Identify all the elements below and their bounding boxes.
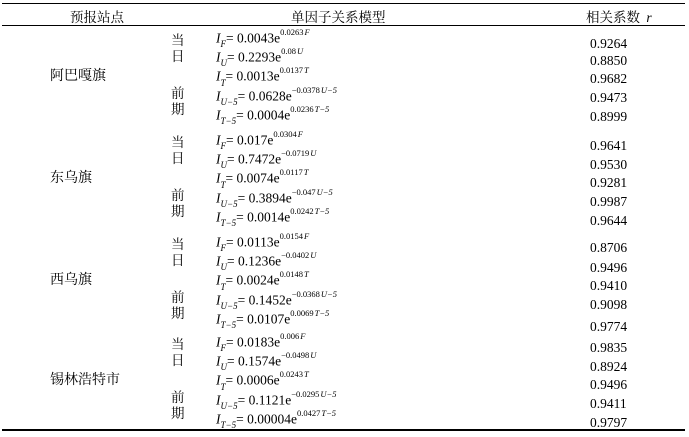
formula-index-symbol: I [216,49,221,65]
formula-coefficient: 0.7472 [238,151,276,167]
header-station: 预报站点 [70,10,124,25]
formula-equals: = [226,334,237,350]
formula-base: e [285,88,292,104]
formula-coefficient: 0.0024 [236,272,274,288]
correlation-coefficient: 0.9530 [590,157,628,172]
formula-equals: = [237,292,249,308]
formula-coefficient: 0.0113 [237,234,274,250]
formula-exponent [280,231,310,241]
formula-exponent [290,308,329,318]
formula-base: e [267,132,274,148]
formula-index-symbol: I [216,334,221,350]
formula-index-symbol: I [216,190,221,206]
top-rule [2,3,685,4]
correlation-coefficient: 0.9473 [590,90,628,105]
formula-coefficient: 0.1574 [238,353,276,369]
formula-exponent-variable: T−5 [321,407,337,418]
formula-exponent-variable: U [310,350,317,361]
formula-subscript: T−5 [220,419,237,430]
formula-equals: = [236,311,248,327]
formula-exponent [292,289,337,299]
formula-exponent [281,46,303,56]
period-label-same-day: 当日 [171,237,185,268]
formula-subscript: T [220,381,226,392]
formula-equals: = [236,107,248,123]
formula-coefficient: 0.0013 [236,68,274,84]
formula-exponent [280,27,310,37]
formula-exponent [281,350,316,360]
formula-exponent-value: −0.0378 [291,84,320,95]
formula-base: e [273,372,280,388]
formula-base: e [285,190,292,206]
formula-exponent-value: 0.0243 [279,369,304,380]
formula-index-symbol: I [216,292,221,308]
formula-equals: = [227,253,238,269]
formula-equals: = [225,170,237,186]
formula-subscript: F [220,343,226,354]
formula-exponent-value: 0.0148 [279,269,304,280]
formula-coefficient: 0.0006 [236,372,274,388]
period-label-same-day: 当日 [171,33,185,64]
formula-base: e [290,411,297,427]
header-model: 单因子关系模型 [291,10,386,25]
formula-equals: = [225,68,237,84]
formula-coefficient: 0.0107 [247,311,285,327]
formula-exponent [280,369,309,379]
correlation-coefficient: 0.8924 [590,359,628,374]
formula-exponent-variable: T−5 [314,307,330,318]
model-formula [216,186,333,209]
formula-subscript: U [220,262,227,273]
formula-index-symbol: I [216,411,221,427]
formula-coefficient: 0.2293 [238,49,276,65]
formula-base: e [285,392,292,408]
formula-exponent-variable: T [303,167,309,178]
formula-exponent-value: −0.047 [291,186,316,197]
formula-exponent-variable: F [304,231,310,241]
header-coefficient-label: 相关系数 [586,10,640,25]
formula-exponent-value: 0.0069 [290,307,314,318]
formula-equals: = [237,190,249,206]
formula-exponent [297,408,336,418]
formula-index-symbol: I [216,30,221,46]
correlation-coefficient: 0.9098 [590,297,628,312]
formula-exponent-value: −0.0368 [291,288,320,299]
formula-exponent [273,129,303,139]
formula-index-symbol: I [216,372,221,388]
formula-base: e [284,107,291,123]
formula-exponent [292,85,337,95]
formula-equals: = [237,392,249,408]
formula-exponent-value: 0.006 [280,331,300,341]
formula-equals: = [226,132,237,148]
formula-base: e [274,30,281,46]
correlation-coefficient: 0.9410 [590,278,628,293]
correlation-coefficient: 0.8706 [590,240,628,255]
formula-equals: = [227,151,238,167]
period-label-previous: 前期 [171,86,185,117]
formula-exponent [280,331,305,341]
bottom-rule [2,429,685,431]
correlation-coefficient: 0.9264 [590,36,628,51]
formula-exponent [280,167,309,177]
formula-exponent-value: 0.0427 [296,407,321,418]
station-name: 东乌旗 [50,171,92,186]
formula-exponent-variable: U−5 [316,186,333,197]
formula-index-symbol: I [216,132,221,148]
formula-equals: = [227,353,238,369]
period-label-same-day: 当日 [171,337,185,368]
formula-subscript: U−5 [220,400,238,411]
formula-index-symbol: I [216,151,221,167]
model-formula [216,205,330,228]
correlation-coefficient: 0.9682 [590,71,628,86]
period-label-same-day: 当日 [171,135,185,166]
formula-coefficient: 0.1121 [248,392,286,408]
correlation-coefficient: 0.9496 [590,377,628,392]
formula-exponent-variable: F [297,129,303,139]
formula-subscript: F [220,141,226,152]
formula-base: e [275,49,282,65]
formula-exponent-variable: U−5 [320,84,337,95]
formula-subscript: T [220,281,226,292]
formula-exponent-value: −0.0498 [281,350,310,361]
formula-index-symbol: I [216,311,221,327]
header-coefficient-symbol: r [646,10,652,25]
formula-exponent-variable: F [304,27,310,37]
formula-coefficient: 0.00004 [247,411,291,427]
formula-exponent-variable: U [310,250,317,261]
formula-exponent-variable: T−5 [314,103,330,114]
formula-index-symbol: I [216,209,221,225]
formula-base: e [285,292,292,308]
formula-subscript: U−5 [220,96,238,107]
formula-equals: = [227,49,238,65]
correlation-coefficient: 0.9644 [590,213,628,228]
formula-index-symbol: I [216,88,221,104]
formula-exponent-value: 0.0242 [290,205,314,216]
formula-exponent [290,104,329,114]
formula-coefficient: 0.0074 [236,170,274,186]
formula-exponent [290,206,329,216]
formula-exponent [281,250,316,260]
station-name: 西乌旗 [50,273,92,288]
formula-exponent-value: 0.0137 [279,65,304,76]
formula-exponent-value: 0.0304 [273,129,297,139]
formula-exponent [281,148,316,158]
formula-index-symbol: I [216,107,221,123]
correlation-coefficient: 0.9281 [590,175,628,190]
formula-subscript: U [220,160,227,171]
formula-exponent-value: −0.0402 [281,250,310,261]
header-coefficient [586,6,652,26]
period-label-previous: 前期 [171,290,185,321]
formula-exponent-variable: U [297,46,304,57]
formula-base: e [273,68,280,84]
formula-index-symbol: I [216,170,221,186]
formula-base: e [284,209,291,225]
formula-equals: = [225,372,237,388]
model-formula [216,307,330,330]
formula-coefficient: 0.0628 [248,88,286,104]
formula-exponent-variable: T [304,65,309,76]
correlation-coefficient: 0.9496 [590,260,628,275]
correlation-coefficient: 0.9411 [590,396,627,411]
formula-base: e [275,353,282,369]
correlation-coefficient: 0.9987 [590,194,628,209]
station-name: 阿巴嘎旗 [50,69,106,84]
formula-exponent-value: 0.0263 [280,27,304,37]
correlation-coefficient: 0.8850 [590,53,628,68]
formula-index-symbol: I [216,392,221,408]
formula-coefficient: 0.3894 [248,190,286,206]
correlation-coefficient: 0.9835 [590,340,628,355]
formula-base: e [274,334,281,350]
formula-base: e [273,234,280,250]
formula-exponent-value: 0.0117 [279,167,303,178]
formula-exponent-variable: U−5 [320,388,337,399]
formula-exponent-variable: F [300,331,306,341]
formula-index-symbol: I [216,68,221,84]
formula-subscript: F [220,243,226,254]
formula-exponent-variable: T [304,269,309,280]
formula-subscript: F [220,39,226,50]
formula-subscript: T [220,77,226,88]
formula-exponent-variable: U−5 [320,288,337,299]
formula-exponent-value: −0.0719 [281,148,310,159]
formula-exponent-value: 0.0154 [279,231,303,241]
formula-subscript: U−5 [220,198,238,209]
formula-index-symbol: I [216,253,221,269]
formula-exponent [280,269,309,279]
formula-subscript: T−5 [220,319,237,330]
formula-base: e [275,253,282,269]
formula-subscript: T [220,179,226,190]
formula-exponent-value: 0.08 [281,46,296,57]
formula-exponent-variable: U [310,148,317,159]
formula-index-symbol: I [216,272,221,288]
model-formula [216,288,337,311]
formula-index-symbol: I [216,353,221,369]
formula-base: e [284,311,291,327]
correlation-coefficient: 0.9797 [590,415,628,430]
formula-equals: = [236,411,248,427]
model-formula [216,103,330,126]
formula-coefficient: 0.0043 [237,30,275,46]
formula-exponent-variable: T [304,369,309,380]
formula-coefficient: 0.1452 [248,292,286,308]
period-label-previous: 前期 [171,188,185,219]
formula-exponent-variable: T−5 [314,205,330,216]
formula-exponent-value: 0.0236 [290,103,314,114]
formula-equals: = [225,272,237,288]
formula-coefficient: 0.0004 [247,107,285,123]
formula-coefficient: 0.0014 [247,209,285,225]
formula-subscript: T−5 [220,115,237,126]
model-formula [216,407,337,430]
correlation-coefficient: 0.9641 [590,138,628,153]
correlation-coefficient: 0.9774 [590,319,628,334]
formula-exponent-value: −0.0295 [291,388,320,399]
correlation-coefficient: 0.8999 [590,109,628,124]
formula-subscript: U−5 [220,300,238,311]
formula-coefficient: 0.1236 [238,253,276,269]
station-name: 锡林浩特市 [50,373,120,388]
formula-coefficient: 0.0183 [237,334,275,350]
period-label-previous: 前期 [171,390,185,421]
formula-equals: = [237,88,249,104]
formula-exponent [280,65,309,75]
formula-subscript: T−5 [220,217,237,228]
formula-exponent [291,389,336,399]
formula-subscript: U [220,362,227,373]
formula-equals: = [236,209,248,225]
formula-base: e [275,151,282,167]
formula-exponent [292,187,333,197]
formula-base: e [273,272,280,288]
formula-coefficient: 0.017 [237,132,268,148]
formula-equals: = [226,234,237,250]
formula-base: e [273,170,280,186]
formula-equals: = [226,30,237,46]
model-formula [216,84,337,107]
formula-subscript: U [220,58,227,69]
formula-index-symbol: I [216,234,221,250]
